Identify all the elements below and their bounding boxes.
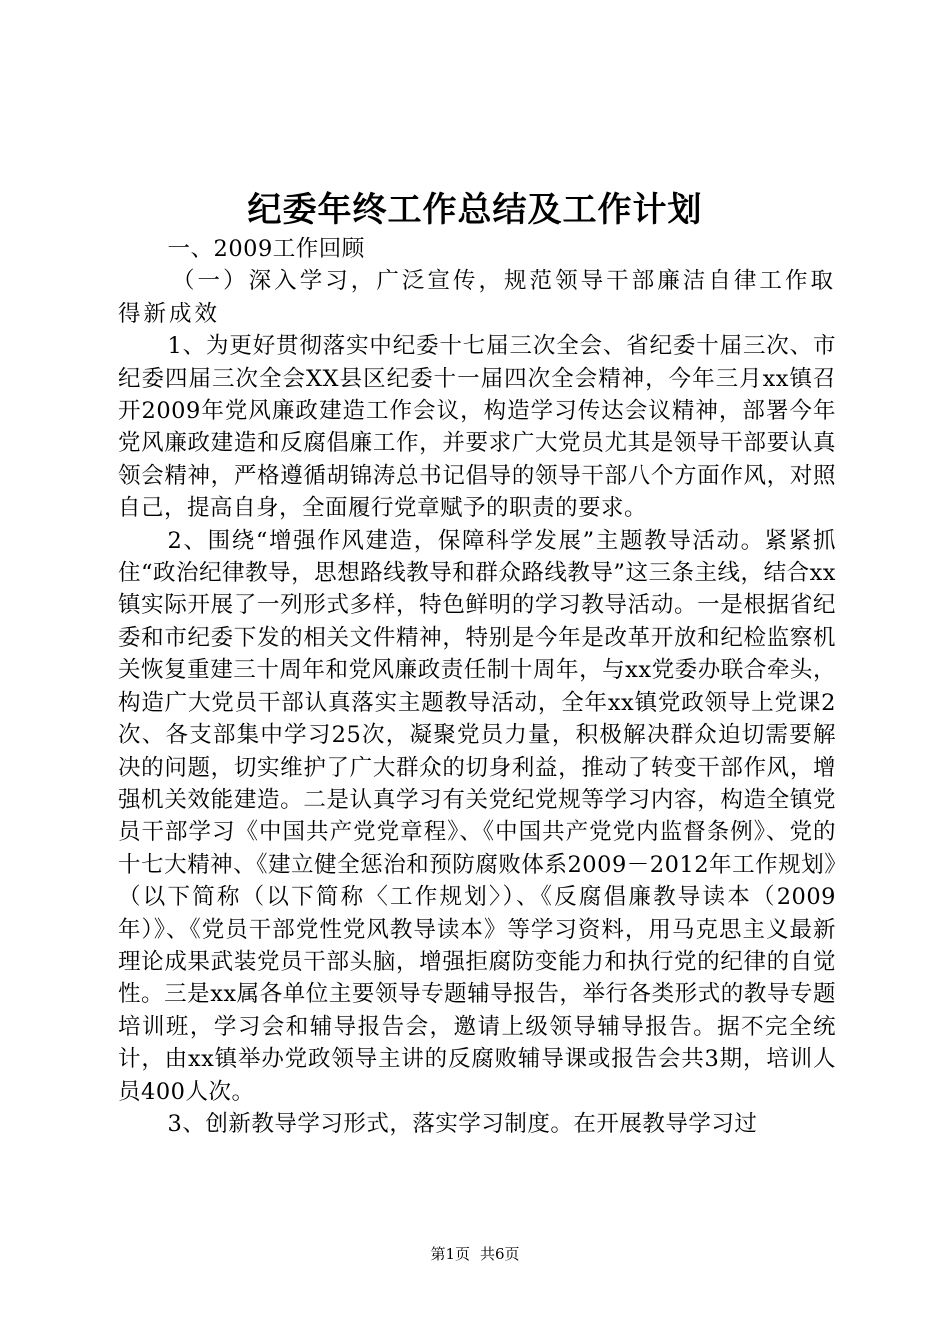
body-paragraph: 3、创新教导学习形式，落实学习制度。在开展教导学习过 — [167, 1110, 758, 1137]
page-number: 第1页 — [430, 1245, 470, 1263]
document-body — [118, 233, 836, 1140]
page-footer — [0, 1244, 950, 1264]
document-title: 纪委年终工作总结及工作计划 — [247, 190, 703, 230]
section-heading: 一、2009工作回顾 — [167, 236, 365, 262]
body-paragraph: 1、为更好贯彻落实中纪委十七届三次全会、省纪委十届三次、市纪委四届三次全会XX县区纪委十一届四次全会精神，今年三月xx镇召开2009年党风廉政建造工作会议，构造学习传达会议精神，部署今年党风廉政建造和反腐倡廉工作，并要求广大党员尤其是领导干部要认真领会精神，严格遵循胡锦涛总书记倡导的领导干部八个方面作风，对照自己，提高自身，全面履行党章赋予的职责的要求。 — [118, 333, 836, 522]
body-paragraph: 2、围绕“增强作风建造，保障科学发展”主题教导活动。紧紧抓住“政治纪律教导，思想路线教导和群众路线教导”这三条主线，结合xx镇实际开展了一列形式多样，特色鲜明的学习教导活动。一是根据省纪委和市纪委下发的相关文件精神，特别是今年是改革开放和纪检监察机关恢复重建三十周年和党风廉政责任制十周年，与xx党委办联合牵头，构造广大党员干部认真落实主题教导活动，全年xx镇党政领导上党课2次、各支部集中学习25次，凝聚党员力量，积极解决群众迫切需要解决的问题，切实维护了广大群众的切身利益，推动了转变干部作风，增强机关效能建造。二是认真学习有关党纪党规等学习内容，构造全镇党员干部学习《中国共产党党章程》、《中国共产党党内监督条例》、党的十七大精神、《建立健全惩治和预防腐败体系2009－2012年工作规划》（以下简称（以下简称〈工作规划〉）、《反腐倡廉教导读本（2009年）》、《党员干部党性党风教导读本》等学习资料，用马克思主义最新理论成果武装党员干部头脑，增强拒腐防变能力和执行党的纪律的自觉性。三是xx属各单位主要领导专题辅导报告，举行各类形式的教导专题培训班，学习会和辅导报告会，邀请上级领导辅导报告。据不完全统计，由xx镇举办党政领导主讲的反腐败辅导课或报告会共3期，培训人员400人次。 — [118, 527, 836, 1105]
page-total: 共6页 — [480, 1245, 520, 1263]
subsection-heading: （一）深入学习，广泛宣传，规范领导干部廉洁自律工作取得新成效 — [118, 268, 836, 327]
